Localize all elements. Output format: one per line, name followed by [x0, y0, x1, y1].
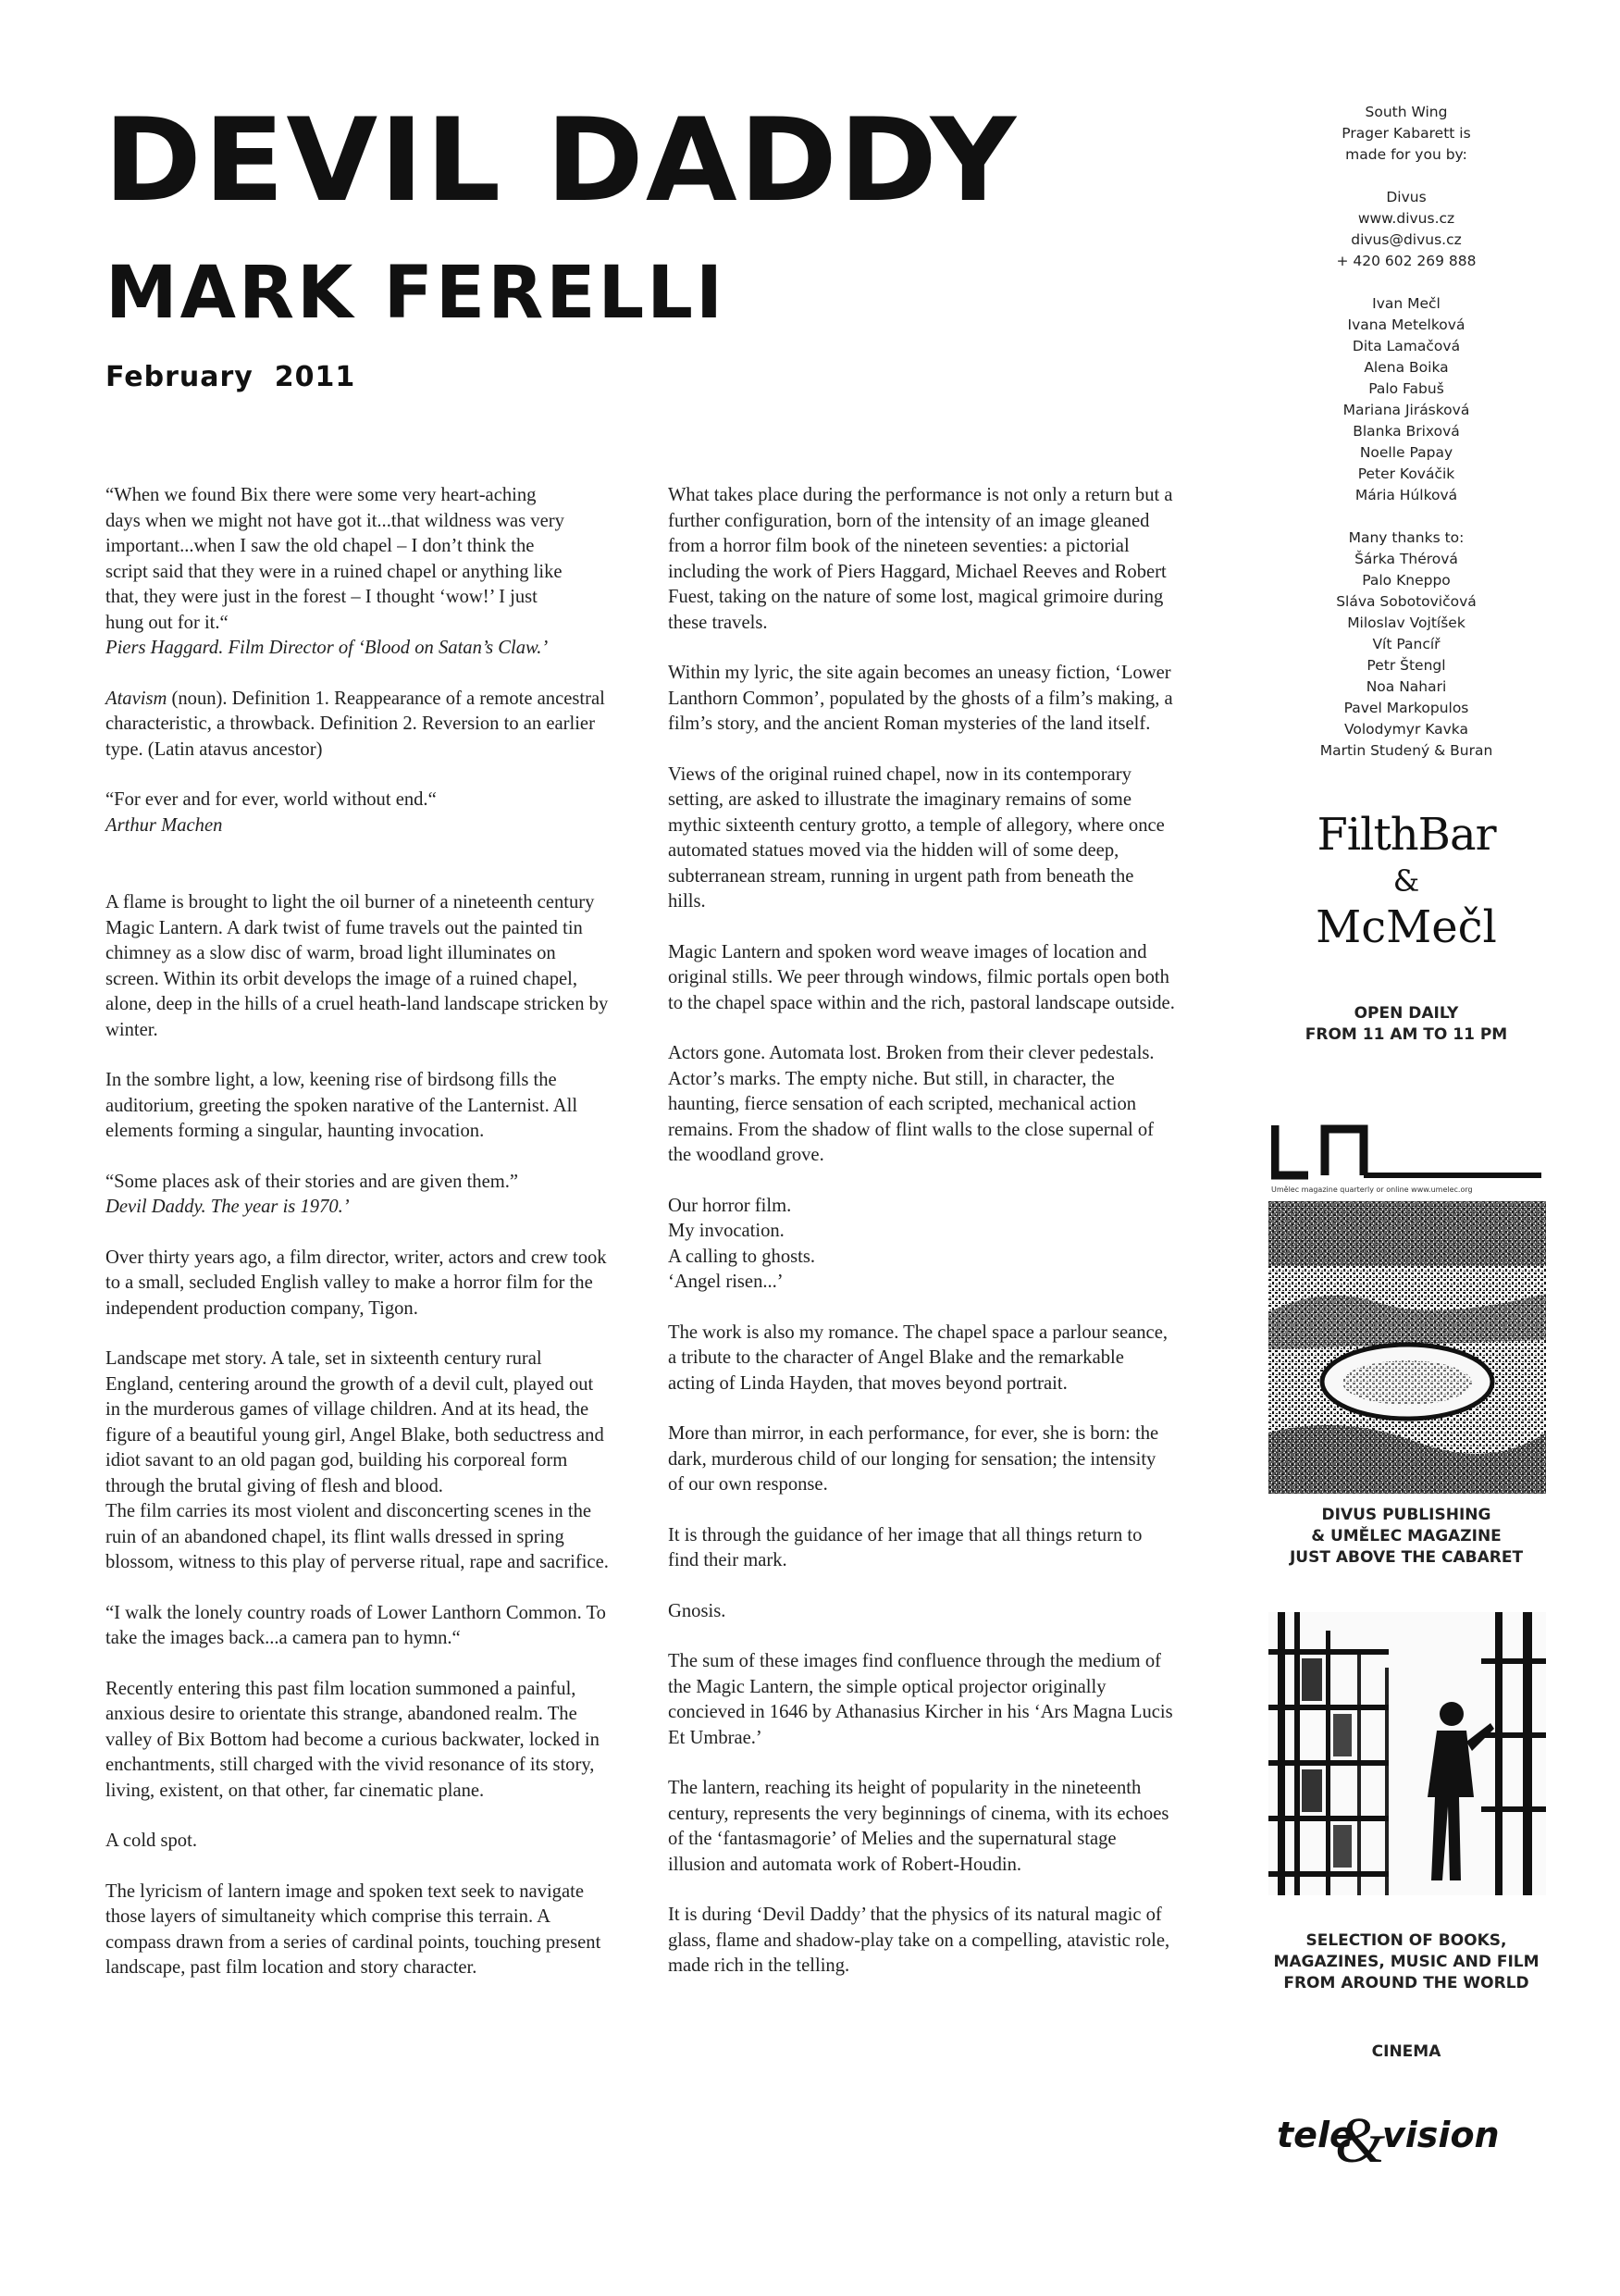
mcmecl-wordmark: McMečl — [1316, 901, 1497, 953]
verse-line: A calling to ghosts. — [668, 1246, 816, 1267]
umelec-caption: Umělec magazine quarterly or online www.umelec.org — [1271, 1185, 1473, 1194]
quote-line: that, they were just in the forest – I thought ‘wow!’ I just — [105, 587, 538, 607]
divus-publishing — [1268, 1505, 1545, 1569]
verse-line: ‘Angel risen...’ — [668, 1272, 784, 1292]
paragraph: It is through the guidance of her image that all things return to find their mark. — [668, 1524, 1143, 1570]
haggard-quote — [105, 483, 611, 662]
thanks-name: Noa Nahari — [1366, 678, 1447, 695]
middle-column — [668, 483, 1175, 2004]
chapel-photo-image — [1268, 1201, 1546, 1494]
team-member: Peter Kováčik — [1357, 465, 1455, 482]
quote-citation: Piers Haggard. Film Director of ‘Blood on Satan’s Claw.’ — [105, 638, 549, 658]
filthbar-wordmark: FilthBar — [1317, 809, 1496, 861]
team-member: Ivan Mečl — [1372, 295, 1441, 312]
thanks-name: Martin Studený & Buran — [1319, 742, 1493, 759]
paragraph: More than mirror, in each performance, for ever, she is born: the dark, murderous child of our longing for sensation; the intensity of our own response. — [668, 1423, 1159, 1495]
thanks-name: Volodymyr Kavka — [1343, 721, 1469, 738]
quote-citation: Devil Daddy. The year is 1970.’ — [105, 1197, 350, 1217]
left-column — [105, 483, 611, 2006]
paragraph: Recently entering this past film location summoned a painful, anxious desire to orientate this strange, abandoned realm. The valley of Bix Bottom had become a curious backwater, locked in enchantments, still charged with the vivid resonance of its story, living, existent, on that other, far cinematic plane. — [105, 1678, 600, 1801]
opening-hours — [1268, 1003, 1545, 1046]
quote-line: script said that they were in a ruined chapel or anything like — [105, 561, 563, 582]
thanks-name: Sláva Sobotovičová — [1336, 593, 1477, 610]
machen-quote — [105, 788, 611, 838]
paragraph: The sum of these images find confluence through the medium of the Magic Lantern, the simple optical projector originally concieved in 1646 by Athanasius Kircher in his ‘Ars Magna Lucis Et Umbrae.’ — [668, 1651, 1173, 1748]
opening-line: OPEN DAILY — [1354, 1004, 1459, 1023]
contact-block — [1268, 187, 1545, 272]
paragraph: The work is also my romance. The chapel space a parlour seance, a tribute to the character of Angel Blake and the remarkable acting of Linda Hayden, that moves beyond portrait. — [668, 1322, 1168, 1394]
team-list — [1268, 293, 1545, 506]
intro-line: Prager Kabarett is — [1342, 125, 1471, 142]
divus-line: DIVUS PUBLISHING — [1321, 1506, 1491, 1524]
team-member: Blanka Brixová — [1353, 423, 1460, 440]
paragraph: Magic Lantern and spoken word weave images of location and original stills. We peer through windows, filmic portals open both to the chapel space within and the rich, pastoral landscape outside. — [668, 941, 1175, 1013]
umelec-logo-icon — [1271, 1118, 1549, 1183]
paragraph: A flame is brought to light the oil burner of a nineteenth century Magic Lantern. A dark twist of fume travels out the painted tin chimney as a slow disc of warm, broad light illuminates on screen. Within its orbit develops the image of a ruined chapel, alone, deep in the hills of a cruel heath-land landscape stricken by winter. — [105, 892, 609, 1040]
paragraph: A cold spot. — [105, 1831, 197, 1851]
thanks-list — [1268, 527, 1545, 762]
phone: + 420 602 269 888 — [1336, 253, 1477, 269]
selection-line: FROM AROUND THE WORLD — [1283, 1974, 1529, 1992]
quote-line: important...when I saw the old chapel – I don’t think the — [105, 536, 535, 556]
verse-line: Our horror film. — [668, 1195, 792, 1216]
intro-line: South Wing — [1365, 104, 1448, 120]
team-member: Alena Boika — [1364, 359, 1449, 376]
quote-line: hung out for it.“ — [105, 612, 229, 633]
invocation-verse — [668, 1194, 1175, 1296]
artist-name: MARK FERELLI — [105, 252, 725, 335]
selection-line: SELECTION OF BOOKS, — [1305, 1931, 1507, 1950]
tv-logo-left-text: tele — [1277, 2115, 1354, 2155]
intro-block — [1268, 102, 1545, 166]
paragraph: “I walk the lonely country roads of Lower Lanthorn Common. To take the images back...a camera pan to hymn.“ — [105, 1602, 606, 1648]
team-member: Noelle Papay — [1359, 444, 1453, 461]
selection-text — [1268, 1930, 1545, 1994]
thanks-name: Petr Štengl — [1366, 657, 1446, 674]
cinema-label: CINEMA — [1371, 2042, 1441, 2061]
paragraph: It is during ‘Devil Daddy’ that the physics of its natural magic of glass, flame and shadow-play take on a compelling, atavistic role, made rich in the telling. — [668, 1905, 1170, 1976]
quote-text: “Some places ask of their stories and are given them.” — [105, 1171, 519, 1192]
opening-line: FROM 11 AM TO 11 PM — [1305, 1025, 1508, 1044]
atavism-definition — [105, 687, 611, 763]
paragraph: Within my lyric, the site again becomes an uneasy fiction, ‘Lower Lanthorn Common’, populated by the ghosts of a film’s making, a film’s story, and the ancient Roman mysteries of the land itself. — [668, 663, 1173, 734]
paragraph: Views of the original ruined chapel, now in its contemporary setting, are asked to illustrate the imaginary remains of some mythic sixteenth century grotto, a temple of allegory, where once automated statues moved via the hidden will of some deep, subterranean stream, running in urgent path from beneath the hills. — [668, 763, 1165, 912]
divus-line: JUST ABOVE THE CABARET — [1289, 1548, 1524, 1567]
paragraph: The lantern, reaching its height of popularity in the nineteenth century, represents the very beginnings of cinema, with its echoes of the ‘fantasmagorie’ of Melies and the supernatural stage illusion and automata work of Robert-Houdin. — [668, 1778, 1169, 1875]
email: divus@divus.cz — [1351, 231, 1462, 248]
divus-line: & UMĚLEC MAGAZINE — [1311, 1527, 1502, 1545]
bookshop-photo-image — [1268, 1612, 1546, 1895]
team-member: Palo Fabuš — [1368, 380, 1444, 397]
quote-line: days when we might not have got it...that wildness was very — [105, 510, 564, 531]
team-member: Mária Húlková — [1354, 487, 1458, 503]
thanks-name: Šárka Thérová — [1354, 551, 1458, 567]
svg-text:&: & — [1334, 2105, 1386, 2175]
quote-text: “For ever and for ever, world without end.“ — [105, 789, 437, 810]
quote-citation: Arthur Machen — [105, 814, 223, 836]
paragraph: What takes place during the performance is not only a return but a further configuration, born of the intensity of an image gleaned from a horror film book of the nineteen seventies: a pictorial including the work of Piers Haggard, Michael Reeves and Robert Fuest, taking on the nature of some lost, magical grimoire during these travels. — [668, 485, 1173, 633]
paragraph: In the sombre light, a low, keening rise of birdsong fills the auditorium, greeting the spoken narative of the Lanternist. All elements forming a singular, haunting invocation. — [105, 1070, 578, 1141]
paragraph: Gnosis. — [668, 1600, 726, 1621]
thanks-name: Palo Kneppo — [1362, 572, 1451, 589]
team-member: Mariana Jirásková — [1342, 402, 1470, 418]
paragraph: The lyricism of lantern image and spoken text seek to navigate those layers of simultaneity which comprise this terrain. A compass drawn from a series of cardinal points, touching present landscape, past film location and story character. — [105, 1880, 601, 1978]
tv-logo-right-text: vision — [1382, 2115, 1500, 2155]
sidebar-credits — [1268, 102, 1545, 783]
selection-line: MAGAZINES, MUSIC AND FILM — [1273, 1953, 1540, 1971]
filthbar-logo — [1268, 807, 1545, 955]
date: February 2011 — [105, 361, 356, 393]
paragraph: Landscape met story. A tale, set in sixteenth century rural England, centering around the growth of a devil cult, played out in the murderous games of village children. And at its head, the figure of a beautiful young girl, Angel Blake, both seductress and idiot savant to an old pagan god, building his corporeal form through the brutal giving of flesh and blood. — [105, 1348, 604, 1496]
thanks-name: Miloslav Vojtíšek — [1347, 614, 1465, 631]
main-title: DEVIL DADDY — [104, 94, 1019, 228]
thanks-name: Pavel Markopulos — [1343, 700, 1469, 716]
thanks-name: Vít Pancíř — [1372, 636, 1441, 652]
intro-line: made for you by: — [1345, 146, 1467, 163]
team-member: Dita Lamačová — [1352, 338, 1461, 354]
paragraph: Actors gone. Automata lost. Broken from their clever pedestals. Actor’s marks. The empty niche. But still, in character, the haunting, fierce sensation of each scripted, mechanical action remains. From the shadow of flint walls to the close supernal of the woodland grove. — [668, 1043, 1155, 1165]
ampersand: & — [1392, 863, 1420, 899]
definition-term: Atavism — [105, 688, 167, 709]
verse-line: My invocation. — [668, 1221, 785, 1241]
definition-text: (noun). Definition 1. Reappearance of a remote ancestral characteristic, a throwback. Definition 2. Reversion to an earlier type. (Latin atavus ancestor) — [105, 688, 605, 760]
paragraph: The film carries its most violent and disconcerting scenes in the ruin of an abandoned chapel, its flint walls dressed in spring blossom, witness to this play of perverse ritual, rape and sacrifice. — [105, 1501, 609, 1572]
team-member: Ivana Metelková — [1347, 316, 1465, 333]
quote-line: “When we found Bix there were some very heart-aching — [105, 485, 537, 505]
thanks-heading: Many thanks to: — [1348, 529, 1465, 546]
website: www.divus.cz — [1357, 210, 1455, 227]
television-logo-icon — [1268, 2101, 1545, 2175]
publisher-name: Divus — [1386, 189, 1427, 205]
paragraph: Over thirty years ago, a film director, writer, actors and crew took to a small, secluded English valley to make a horror film for the independent production company, Tigon. — [105, 1247, 607, 1319]
devil-daddy-quote — [105, 1170, 611, 1221]
